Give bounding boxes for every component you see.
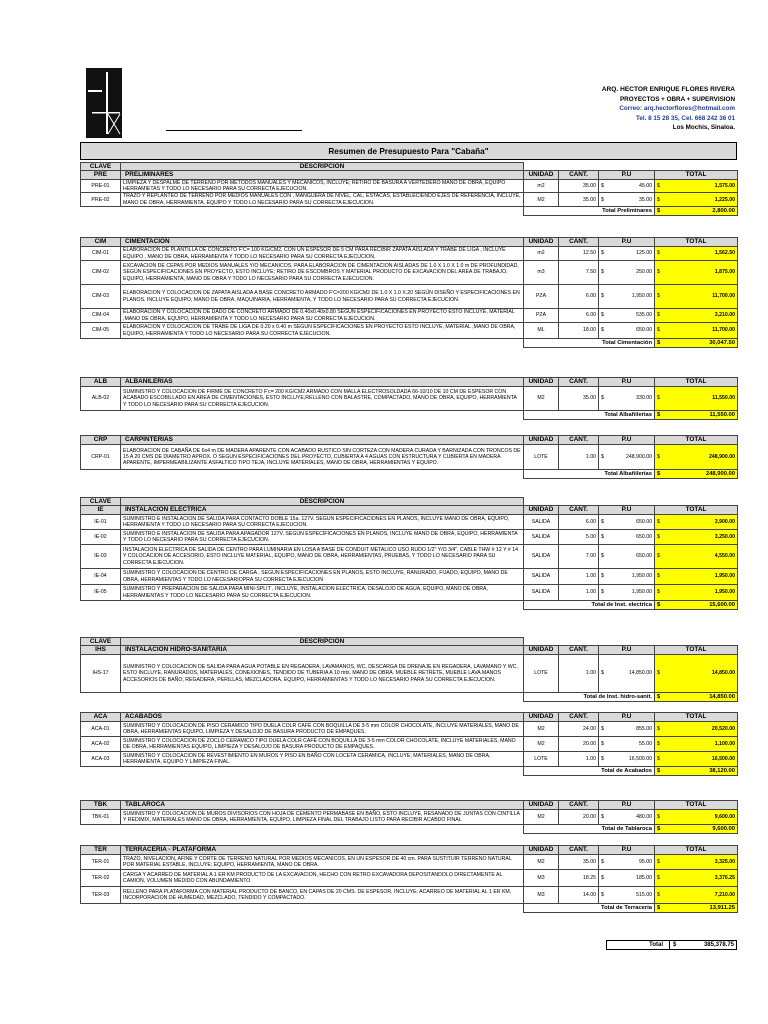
section-total-label: Total de Inst. electrica bbox=[524, 601, 655, 610]
pu-header: P.U bbox=[599, 846, 655, 855]
item-unit-price: $ 855.00 bbox=[599, 722, 655, 737]
section-alb bbox=[80, 377, 737, 420]
contact-block bbox=[602, 85, 735, 133]
item-total: $ 1,562.50 bbox=[655, 247, 738, 261]
item-total: $ 3,250.00 bbox=[655, 530, 738, 545]
table-row bbox=[81, 445, 738, 470]
item-code: TBK-01 bbox=[81, 810, 121, 825]
item-unit-price: $ 125.00 bbox=[599, 247, 655, 261]
item-description: SUMINISTRO Y COLOCACION DE FIRME DE CONCRETO F'c= 200 KG/CM2 ARMADO CON MALLA ELECTROSOLDADA 66-10/10 DE 10 CM DE ESPESOR CON ACABADO ESCOBILLADO EN AREA DE CIMENTACIONES, ESTO INCLUYE,RELLENO CON BALASTRE, COMPACTADO, MANO DE OBRA, EQUIPO, HERRAMIENTA Y TODO LO NECESARIO PARA SU CORRECTA EJECUCION. bbox=[121, 387, 524, 411]
section-aca bbox=[80, 712, 737, 776]
section-name: TABLAROCA bbox=[121, 801, 524, 810]
section-ie bbox=[80, 497, 737, 610]
item-quantity: 6.00 bbox=[559, 515, 599, 530]
item-description: SUMINISTRO E INSTALACION DE SALIDA PARA APAGADOR 127V. SEGUN ESPECIFICACIONES EN PLANOS, INCLUYE MANO DE OBRA, EQUIPO, HERRAMIENTA Y TODO LO NECESARIO PARA SU CORRECTA EJECUCION. bbox=[121, 530, 524, 545]
item-unit-price: $ 650.00 bbox=[599, 530, 655, 545]
item-quantity: 20.00 bbox=[559, 810, 599, 825]
item-code: IE-05 bbox=[81, 585, 121, 601]
item-code: CIM-02 bbox=[81, 261, 121, 285]
section-code: CRP bbox=[81, 436, 121, 445]
cant-header: CANT. bbox=[559, 506, 599, 515]
unidad-header: UNIDAD bbox=[524, 846, 559, 855]
section-total-value: $ 30,047.50 bbox=[655, 339, 738, 348]
section-name: CARPINTERIAS bbox=[121, 436, 524, 445]
item-description: ELABORACION Y COLOCACION DE ZAPATA AISLADA A BASE CONCRETO ARMADO F'C=200 KG/CM2 DE 1.0 X 1.0 X.20 SEGÚN DISEÑO Y ESPECIFICACIONES EN PLANOS. INCLUYE EQUIPO, MANO DE OBRA, MAQUINARIA, HERRAMIENTA, Y TODO LO NECESARIO PARA SU CORRECTA EJECUCION. bbox=[121, 285, 524, 309]
total-header: TOTAL bbox=[655, 378, 738, 387]
table-row bbox=[81, 810, 738, 825]
section-code: CIM bbox=[81, 238, 121, 247]
unidad-header: UNIDAD bbox=[524, 713, 559, 722]
signature-line bbox=[166, 130, 302, 131]
item-code: ACA-01 bbox=[81, 722, 121, 737]
item-quantity: 24.00 bbox=[559, 722, 599, 737]
item-total: $ 248,900.00 bbox=[655, 445, 738, 470]
table-row bbox=[81, 870, 738, 887]
section-name: ALBAÑILERIAS bbox=[121, 378, 524, 387]
item-description: RELLENO PARA PLATAFORMA CON MATERIAL PRODUCTO DE BANCO, EN CAPAS DE 20 CMS. DE ESPESOR, INCLUYE: ACARREO DE MATERIAL AL 1 ER KM, INCORPORACION DE HUMEDAD, MEZCLADO, TENDIDO Y COMPACTADO. bbox=[121, 887, 524, 904]
item-code: IE-01 bbox=[81, 515, 121, 530]
company-logo bbox=[86, 68, 122, 138]
item-quantity: 18.25 bbox=[559, 870, 599, 887]
item-quantity: 1.00 bbox=[559, 569, 599, 585]
item-unit-price: $ 45.00 bbox=[599, 180, 655, 193]
item-description: INSTALACION ELECTRICA DE SALIDA DE CENTRO PARA LUMINARIA EN LOSA A BASE DE CONDUIT METALICO USO RUDO 1/2" Y/O 3/4", CABLE THW # 12 Y # 14 Y COLOCACION DE ACCESORIO, ESTO INCLUYE MATERIAL, EQUIPO, MANO DE OBRA, HERRAMIENTAS, PRUEBAS, Y TODO LO NECESARIO PARA SU CORRECTA EJECUCION. bbox=[121, 545, 524, 569]
table-row bbox=[81, 285, 738, 309]
item-unit: M2 bbox=[524, 193, 559, 206]
item-total: $ 9,600.00 bbox=[655, 810, 738, 825]
item-description: EXCAVACION DE CEPAS POR MEDIOS MANUALES Y/O MECANICOS, PARA ELABORACION DE CIMENTACION AISLADAS DE 1.0 X 1.0 X 1.0 m DE PROFUNDIDAD, SEGÚN ESPECIFICACIONES EN PROYECTO, ESTO INCLUYE; RETIRO DE ESCOMBROS Y MATERIAL PRODUCTO DE EXCAVACION DEL AREA DE TRABAJO, EQUIPO, HERRAMIENTA, MANO DE OBRA Y TODO LO NECESARIO PARA SU CORRECTA EJECUCION. bbox=[121, 261, 524, 285]
item-unit-price: $ 185.00 bbox=[599, 870, 655, 887]
item-code: PRE-01 bbox=[81, 180, 121, 193]
section-total-label: Total Albañilerias bbox=[524, 470, 655, 479]
pu-header: P.U bbox=[599, 646, 655, 655]
item-quantity: 6.00 bbox=[559, 285, 599, 309]
item-total: $ 16,500.00 bbox=[655, 752, 738, 767]
item-unit: M2 bbox=[524, 722, 559, 737]
item-total: $ 3,210.00 bbox=[655, 309, 738, 323]
item-code: TER-01 bbox=[81, 855, 121, 870]
table-row bbox=[81, 193, 738, 206]
table-row bbox=[81, 585, 738, 601]
item-total: $ 14,850.00 bbox=[655, 655, 738, 693]
item-unit-price: $ 14,850.00 bbox=[599, 655, 655, 693]
item-unit: SALIDA bbox=[524, 545, 559, 569]
item-unit-price: $ 1,950.00 bbox=[599, 585, 655, 601]
item-total: $ 11,700.00 bbox=[655, 285, 738, 309]
item-quantity: 35.00 bbox=[559, 855, 599, 870]
pu-header: P.U bbox=[599, 436, 655, 445]
item-quantity: 7.00 bbox=[559, 545, 599, 569]
section-pre bbox=[80, 162, 737, 216]
section-name: INSTALACION HIDRO-SANITARIA bbox=[121, 646, 524, 655]
item-quantity: 12.50 bbox=[559, 247, 599, 261]
section-total-value: $ 9,600.00 bbox=[655, 825, 738, 834]
item-unit: ML bbox=[524, 323, 559, 339]
item-total: $ 7,210.00 bbox=[655, 887, 738, 904]
item-total: $ 1,575.00 bbox=[655, 180, 738, 193]
item-unit: SALIDA bbox=[524, 585, 559, 601]
item-total: $ 1,950.00 bbox=[655, 569, 738, 585]
cant-header: CANT. bbox=[559, 436, 599, 445]
cant-header: CANT. bbox=[559, 646, 599, 655]
table-row bbox=[81, 323, 738, 339]
item-quantity: 35.00 bbox=[559, 193, 599, 206]
section-code: ACA bbox=[81, 713, 121, 722]
pu-header: P.U bbox=[599, 801, 655, 810]
section-total-label: Total Cimentación bbox=[524, 339, 655, 348]
item-unit: LOTE bbox=[524, 655, 559, 693]
grand-total-value: $ 385,378.75 bbox=[673, 942, 734, 948]
total-header: TOTAL bbox=[655, 646, 738, 655]
item-total: $ 1,100.00 bbox=[655, 737, 738, 752]
pu-header: P.U bbox=[599, 171, 655, 180]
section-crp bbox=[80, 435, 737, 479]
total-header: TOTAL bbox=[655, 801, 738, 810]
email-link[interactable]: Correo: arq.hectorflores@hotmail.com bbox=[619, 105, 735, 113]
item-description: SUMINISTRO Y COLOCACION DE PISO CERAMICO TIPO DUELA COLR CAFÉ CON BOQUILLA DE 3-5 mm COLOR CHOCOLATE, INCLUYE MATERIALES, MANO DE OBRA, HERRAMIENTAS EQUIPO, LIMPIEZA Y DESALOJO DE BASURA PRODUCTO DE EMPAQUES. bbox=[121, 722, 524, 737]
item-code: CIM-01 bbox=[81, 247, 121, 261]
unidad-header: UNIDAD bbox=[524, 801, 559, 810]
item-unit-price: $ 650.00 bbox=[599, 545, 655, 569]
section-code: PRE bbox=[81, 171, 121, 180]
table-row bbox=[81, 887, 738, 904]
item-unit: LOTE bbox=[524, 445, 559, 470]
item-total: $ 11,550.00 bbox=[655, 387, 738, 411]
table-row bbox=[81, 309, 738, 323]
clave-header: CLAVE bbox=[81, 498, 121, 506]
item-unit: M2 bbox=[524, 810, 559, 825]
item-quantity: 6.00 bbox=[559, 309, 599, 323]
item-unit: M3 bbox=[524, 870, 559, 887]
pu-header: P.U bbox=[599, 378, 655, 387]
table-row bbox=[81, 737, 738, 752]
item-total: $ 11,700.00 bbox=[655, 323, 738, 339]
table-row bbox=[81, 855, 738, 870]
item-quantity: 14.00 bbox=[559, 887, 599, 904]
section-total-label: Total de Acabados bbox=[524, 767, 655, 776]
item-total: $ 3,376.25 bbox=[655, 870, 738, 887]
clave-header: CLAVE bbox=[81, 163, 121, 171]
item-code: CIM-03 bbox=[81, 285, 121, 309]
section-total-label: Total Preliminares bbox=[524, 206, 655, 215]
item-code: IE-02 bbox=[81, 530, 121, 545]
item-description: SUMINISTRO Y COLOCACION DE CENTRO DE CARGA , SEGUN ESPECIFICACIONES EN PLANOS, ESTO INCLUYE, RANURADO, FIJADO, EQUIPO, MANO DE OBRA, HERRAMIENTAS Y TODO LO NECESARIOPRA SU CORRECTA EJECUCION bbox=[121, 569, 524, 585]
item-description: LIMPIEZA Y DESPALME DE TERRENO POR METODOS MANUALES Y MECANICOS, INCLUYE; RETIRO DE BASURA A VERTEDERO MANO DE OBRA, EQUIPO HERRAMIETAS Y TODO LO NECESARIO PARA SU CORRECTA EJECUCION. bbox=[121, 180, 524, 193]
unidad-header: UNIDAD bbox=[524, 506, 559, 515]
item-description: SUMINISTRO Y COLOCACION DE MUROS DIVISORIOS CON HOJA DE CEMENTO PERMABASE EN BAÑO, ESTO INCLUYE, RESANADO DE JUNTAS CON CINTILLA Y REDIMIX, MATERIALES MANO DE OBRA, HERRAMIENTA, EQUIPO, LIMPIEZA FINAL DEL TRABAJO LISTO PARA RECIBIR ACABDO FINAL bbox=[121, 810, 524, 825]
section-name: ACABADOS bbox=[121, 713, 524, 722]
descripcion-header: DESCRIPCION bbox=[121, 638, 524, 646]
phone-number: Tel. 8 15 28 35, Cel. 668 242 36 01 bbox=[636, 114, 735, 122]
item-quantity: 5.00 bbox=[559, 530, 599, 545]
cant-header: CANT. bbox=[559, 713, 599, 722]
table-row bbox=[81, 247, 738, 261]
item-code: CIM-04 bbox=[81, 309, 121, 323]
item-unit: M3 bbox=[524, 887, 559, 904]
page-title: Resumen de Presupuesto Para "Cabaña" bbox=[80, 142, 737, 160]
item-description: SUMINISTRO Y PREPARACION DE SALIDA PARA MINI-SPLIT , INCLUYE, INSTALACION ELECTRICA, DESALOJO DE AGUA, EQUIPO, MANO DE OBRA, HERRAMIENTAS Y TODO LO NECESARIO PARA SU CORRECTA EJECUCION. bbox=[121, 585, 524, 601]
architect-name: ARQ. HECTOR ENRIQUE FLORES RIVERA bbox=[601, 86, 735, 93]
item-description: SUMINISTRO Y COLOCACION DE REVESTIMIENTO EN MUROS Y PISO EN BAÑO CON LOCETA CERAMICA, INCLUYE; MATERIALES, MANO DE OBRA, HERRAMIENTA, EQUIPO Y LIMPIEZA FINAL. bbox=[121, 752, 524, 767]
item-quantity: 1.00 bbox=[559, 585, 599, 601]
table-row bbox=[81, 722, 738, 737]
section-ihs bbox=[80, 637, 737, 702]
item-unit: M2 bbox=[524, 855, 559, 870]
table-row bbox=[81, 261, 738, 285]
item-total: $ 1,225.00 bbox=[655, 193, 738, 206]
section-code: IE bbox=[81, 506, 121, 515]
descripcion-header: DESCRIPCION bbox=[121, 498, 524, 506]
item-description: ELABORACION DE CABAÑA DE 6x4 m DE MADERA APARENTE CON ACABADO RUSTICO SIN CORTEZA CON MADERA CURADA Y BARNIZADA CON TRONCOS DE 15 A 20 CMS DE DIAMETRO APROX. O SEGUN ESPECIFICACIONES DEL PROYECTO, CUBIERTA A 4 AGUAS CON ESTRUCTURA Y CUBIERTA EN MADERA APARENTE, IMPERMEABILIZANTE ASFALTICO TIPO TEJA, INCLUYE MATERIALES, MANO DE OBRA, HERRAMIENTAS Y EQUIPO. bbox=[121, 445, 524, 470]
section-total-value: $ 15,600.00 bbox=[655, 601, 738, 610]
item-quantity: 18.00 bbox=[559, 323, 599, 339]
cant-header: CANT. bbox=[559, 846, 599, 855]
item-description: ELABORACION DE PLANTILLA DE CONCRETO F'C= 100 KG/CM2, CON UN ESPESOR DE 5 CM PARA RECIBIR ZAPATA AISLADA Y TRABE DE LIGA , INCLUYE EQUIPO , MANO DE OBRA, HERRAMIENTA Y TODO LO NECESARIO PARA SU CORRECTA EJECUCION. bbox=[121, 247, 524, 261]
section-code: ALB bbox=[81, 378, 121, 387]
item-description: TRAZO Y REPLANTEO DE TERRENO POR MEDIOS MANUALES CON , MANGUERA DE NIVEL, CAL, ESTACAS, ESTABLECIENDO EJES DE REFERENCIA, INCLUYE, MANO DE OBRA, HERRAMIENTA, EQUIPO Y TODO LO NECESARIO PARA SU CORRECTA EJECUCION. bbox=[121, 193, 524, 206]
section-total-value: $ 38,120.00 bbox=[655, 767, 738, 776]
section-ter bbox=[80, 845, 737, 913]
table-row bbox=[81, 545, 738, 569]
section-name: TERRACERIA - PLATAFORMA bbox=[121, 846, 524, 855]
table-row bbox=[81, 752, 738, 767]
item-unit: m3 bbox=[524, 261, 559, 285]
item-unit: SALIDA bbox=[524, 530, 559, 545]
total-header: TOTAL bbox=[655, 713, 738, 722]
item-description: ELABORACION Y COLOCACION DE TRABE DE LIGA DE 0.20 x 0.40 m SEGUN ESPECIFICACIONES EN PROYECTO ESTO INCLUYE, MATERIAL ,MANO DE OBRA, EQUIPO, HERRAMIENTA Y TODO LO NECESARIO PARA SU CORRECTA EJECUCION. bbox=[121, 323, 524, 339]
section-total-label: Total Albañilerias bbox=[524, 411, 655, 420]
total-header: TOTAL bbox=[655, 436, 738, 445]
item-description: TRAZO, NIVELACION, AFINE Y CORTE DE TERRENO NATURAL POR MEDIOS MECANICOS, EN UN ESPESOR DE 40 cm. PARA SUSTITUIR TERRENO NATURAL POR MATERIAL ESTABLE, INCLUYE; EQUIPO, HERRAMIENTA, MANO DE OBRA. bbox=[121, 855, 524, 870]
item-unit: m2 bbox=[524, 180, 559, 193]
item-code: TER-03 bbox=[81, 887, 121, 904]
tagline: PROYECTOS + OBRA + SUPERVISION bbox=[619, 95, 735, 103]
item-unit-price: $ 248,900.00 bbox=[599, 445, 655, 470]
section-total-value: $ 2,800.00 bbox=[655, 206, 738, 215]
item-code: ACA-03 bbox=[81, 752, 121, 767]
item-code: PRE-02 bbox=[81, 193, 121, 206]
item-total: $ 3,325.00 bbox=[655, 855, 738, 870]
section-code: TBK bbox=[81, 801, 121, 810]
pu-header: P.U bbox=[599, 506, 655, 515]
item-quantity: 1.00 bbox=[559, 445, 599, 470]
city: Los Mochis, Sinaloa. bbox=[672, 124, 735, 132]
section-code: TER bbox=[81, 846, 121, 855]
grand-total-label: Total bbox=[607, 941, 670, 949]
total-header: TOTAL bbox=[655, 171, 738, 180]
section-total-label: Total de Terracería bbox=[524, 904, 655, 913]
table-row bbox=[81, 655, 738, 693]
section-code: IHS bbox=[81, 646, 121, 655]
item-unit: m2 bbox=[524, 247, 559, 261]
pu-header: P.U bbox=[599, 238, 655, 247]
item-unit-price: $ 330.00 bbox=[599, 387, 655, 411]
item-quantity: 1.00 bbox=[559, 752, 599, 767]
table-row bbox=[81, 180, 738, 193]
cant-header: CANT. bbox=[559, 378, 599, 387]
item-description: SUMINISTRO E INSTALACION DE SALIDA PARA CONTACTO DOBLE 15a. 127V. SEGUN ESPECIFICACIONES EN PLANOS, INCLUYE MANO DE OBRA, EQUIPO, HERRAMIENTA Y TODO LO NECESARIO PARA SU CORRECTA EJECUCION. bbox=[121, 515, 524, 530]
item-total: $ 4,550.00 bbox=[655, 545, 738, 569]
grand-total-box bbox=[606, 940, 737, 950]
section-name: INSTALACION ELECTRICA bbox=[121, 506, 524, 515]
item-unit: PZA bbox=[524, 309, 559, 323]
item-code: IE-04 bbox=[81, 569, 121, 585]
unidad-header: UNIDAD bbox=[524, 171, 559, 180]
item-code: CIM-05 bbox=[81, 323, 121, 339]
table-row bbox=[81, 530, 738, 545]
item-unit-price: $ 1,950.00 bbox=[599, 569, 655, 585]
item-unit-price: $ 515.00 bbox=[599, 887, 655, 904]
section-total-label: Total de Inst. hidro-sanit. bbox=[524, 693, 655, 702]
unidad-header: UNIDAD bbox=[524, 646, 559, 655]
item-quantity: 1.00 bbox=[559, 655, 599, 693]
item-description: ELABORACION Y COLOCACION DE DADO DE CONCRETO ARMADO DE 0.40x0.40x0.80 SEGUN ESPECIFICACIONES EN PROYECTO ESTO INCLUYE, MATERIAL ,MANO DE OBRA, EQUIPO, HERRAMIENTA Y TODO LO NECESARIO PARA SU CORRECTA EJECUCION. bbox=[121, 309, 524, 323]
item-unit-price: $ 535.00 bbox=[599, 309, 655, 323]
table-row bbox=[81, 387, 738, 411]
item-code: ALB-02 bbox=[81, 387, 121, 411]
section-name: PRELIMINARES bbox=[121, 171, 524, 180]
item-total: $ 1,950.00 bbox=[655, 585, 738, 601]
cant-header: CANT. bbox=[559, 238, 599, 247]
item-unit: PZA bbox=[524, 285, 559, 309]
unidad-header: UNIDAD bbox=[524, 378, 559, 387]
pu-header: P.U bbox=[599, 713, 655, 722]
item-quantity: 20.00 bbox=[559, 737, 599, 752]
section-tbk bbox=[80, 800, 737, 834]
section-total-value: $ 14,850.00 bbox=[655, 693, 738, 702]
section-total-value: $ 248,900.00 bbox=[655, 470, 738, 479]
item-code: CRP-01 bbox=[81, 445, 121, 470]
cant-header: CANT. bbox=[559, 171, 599, 180]
section-total-value: $ 11,550.00 bbox=[655, 411, 738, 420]
item-unit: M2 bbox=[524, 737, 559, 752]
item-description: CARGA Y ACARREO DE MATERIAL A 1 ER KM PRODUCTO DE LA EXCAVACION, HECHO CON RETRO EXCAVADORA DEPOSITANDOLO DIRECTAMENTE AL CAMION, VOLUMEN MEDIDO CON ABUNDAMIENTO bbox=[121, 870, 524, 887]
item-unit: M2 bbox=[524, 387, 559, 411]
table-row bbox=[81, 515, 738, 530]
item-total: $ 20,520.00 bbox=[655, 722, 738, 737]
section-cim bbox=[80, 237, 737, 348]
item-unit-price: $ 650.00 bbox=[599, 515, 655, 530]
item-unit: SALIDA bbox=[524, 569, 559, 585]
item-unit-price: $ 650.00 bbox=[599, 323, 655, 339]
section-total-value: $ 13,911.25 bbox=[655, 904, 738, 913]
item-total: $ 1,875.00 bbox=[655, 261, 738, 285]
table-row bbox=[81, 569, 738, 585]
total-header: TOTAL bbox=[655, 238, 738, 247]
item-unit-price: $ 480.00 bbox=[599, 810, 655, 825]
section-name: CIMENTACION bbox=[121, 238, 524, 247]
cant-header: CANT. bbox=[559, 801, 599, 810]
item-description: SUMINISTRO Y COLOCACION DE ZOCLO CERAMICO TIPO DUELA COLR CAFÉ CON BOQUILLA DE 3-5 mm COLOR CHOCOLATE, INCLUYE MATERIALES, MANO DE OBRA, HERRAMIENTAS EQUIPO, LIMPIEZA Y DESALOJO DE BASURA PRODUCTO DE EMPAQUES. bbox=[121, 737, 524, 752]
item-unit-price: $ 16,500.00 bbox=[599, 752, 655, 767]
clave-header: CLAVE bbox=[81, 638, 121, 646]
item-unit-price: $ 250.00 bbox=[599, 261, 655, 285]
item-quantity: 35.00 bbox=[559, 387, 599, 411]
unidad-header: UNIDAD bbox=[524, 238, 559, 247]
unidad-header: UNIDAD bbox=[524, 436, 559, 445]
descripcion-header: DESCRIPCION bbox=[121, 163, 524, 171]
item-quantity: 7.50 bbox=[559, 261, 599, 285]
item-unit-price: $ 95.00 bbox=[599, 855, 655, 870]
item-unit: SALIDA bbox=[524, 515, 559, 530]
total-header: TOTAL bbox=[655, 846, 738, 855]
item-code: IE-03 bbox=[81, 545, 121, 569]
item-code: TER-02 bbox=[81, 870, 121, 887]
item-unit-price: $ 35.00 bbox=[599, 193, 655, 206]
section-total-label: Total de Tablaroca bbox=[524, 825, 655, 834]
item-total: $ 3,900.00 bbox=[655, 515, 738, 530]
item-description: SUMINISTRO Y COLOCACION DE SALIDA PARA AGUA POTABLE EN REGADERA, LAVAMANOS, WC, DESCARGA DE DRENAJE EN REGADERA, LAVAMANO Y WC, ESTO INCLUYE, RANURADOS, MATERIALES, CONEXIONES, TENDIDO DE TUBERIA A 10 mts. MANO DE OBRA. MUEBLE RETRETE, MUEBLE LAVA MANOS ACCESORIOS DE BAÑO, REGADERA, PERILLAS, MEZCLADORA, EQUIPO, HERRAMIENTAS Y TODO LO NECESARIO PARA SU CORRECTA EJECUCION. bbox=[121, 655, 524, 693]
item-code: ACA-02 bbox=[81, 737, 121, 752]
total-header: TOTAL bbox=[655, 506, 738, 515]
item-quantity: 35.00 bbox=[559, 180, 599, 193]
item-unit: LOTE bbox=[524, 752, 559, 767]
item-code: IHS-17 bbox=[81, 655, 121, 693]
item-unit-price: $ 55.00 bbox=[599, 737, 655, 752]
item-unit-price: $ 1,950.00 bbox=[599, 285, 655, 309]
